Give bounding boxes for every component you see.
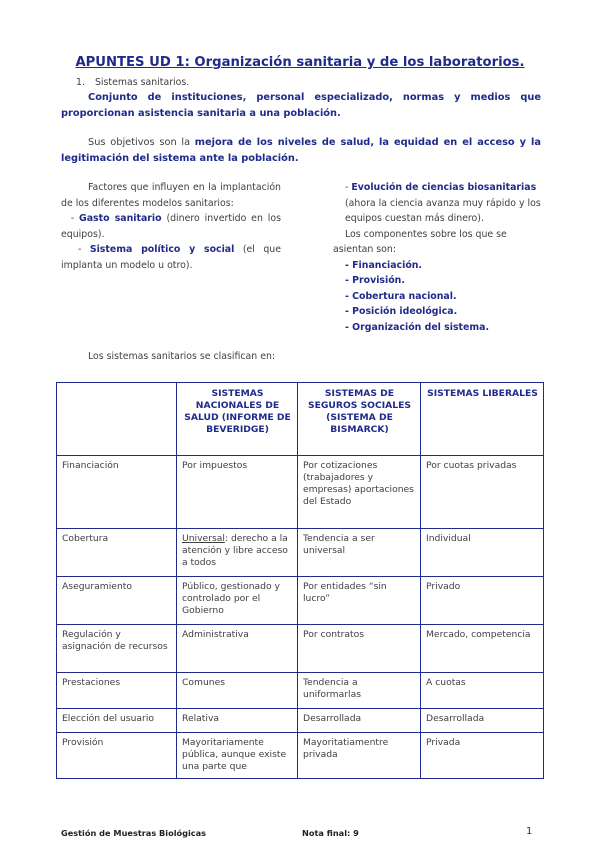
factor-bold: Gasto sanitario (79, 213, 162, 224)
footer-course: Gestión de Muestras Biológicas (61, 828, 207, 838)
table-header-cell: SISTEMAS LIBERALES (421, 383, 544, 456)
table-row (57, 733, 544, 779)
factor-item: - Gasto sanitario (dinero invertido en los equipos). (61, 213, 281, 240)
component-item: - Cobertura nacional. (345, 290, 457, 302)
components-column (333, 180, 543, 335)
table-header-cell: SISTEMAS DE SEGUROS SOCIALES (SISTEMA DE BISMARCK) (298, 383, 421, 456)
row-label: Regulación y asignación de recursos (57, 625, 177, 673)
factor-rest: (el que implanta un modelo u otro). (61, 244, 281, 271)
section-heading (76, 77, 189, 88)
objectives-paragraph (61, 135, 541, 167)
table-cell: Por cotizaciones (trabajadores y empresas) aportaciones del Estado (298, 456, 421, 529)
components-intro: Los componentes sobre los que se asientan son: (333, 228, 507, 255)
table-header-row (57, 383, 544, 456)
table-cell: Mayoritariamente pública, aunque existe una parte que (177, 733, 298, 779)
row-label: Provisión (57, 733, 177, 779)
factor-rest: (ahora la ciencia avanza muy rápido y los equipos cuestan más dinero). (345, 197, 541, 224)
components-list (333, 258, 543, 336)
table-cell: Por cuotas privadas (421, 456, 544, 529)
page-title: APUNTES UD 1: Organización sanitaria y de los laboratorios. (75, 55, 525, 70)
table-cell: Desarrollada (298, 709, 421, 733)
table-header-empty (57, 383, 177, 456)
table-cell: Comunes (177, 673, 298, 709)
row-label: Prestaciones (57, 673, 177, 709)
objectives-prefix: Sus objetivos son la (88, 137, 195, 148)
component-item: - Posición ideológica. (345, 306, 458, 317)
table-cell: Por impuestos (177, 456, 298, 529)
table-cell: Por entidades “sin lucro” (298, 577, 421, 625)
row-label: Elección del usuario (57, 709, 177, 733)
table-row (57, 577, 544, 625)
table-cell: Público, gestionado y controlado por el Gobierno (177, 577, 298, 625)
table-cell: Desarrollada (421, 709, 544, 733)
table-row (57, 456, 544, 529)
factors-column (61, 180, 281, 273)
factor-rest: (dinero invertido en los equipos). (61, 213, 281, 240)
component-item: - Organización del sistema. (345, 321, 490, 333)
row-label: Cobertura (57, 529, 177, 577)
cell-text: : derecho a la atención y libre acceso a todos (182, 533, 288, 568)
table-cell: Privada (421, 733, 544, 779)
table-cell (177, 529, 298, 577)
classify-text: Los sistemas sanitarios se clasifican en: (88, 351, 276, 362)
factor-bold: Evolución de ciencias biosanitarias (351, 182, 537, 193)
page-number: 1 (526, 826, 533, 837)
factors-intro: Factores que influyen en la implantación de los diferentes modelos sanitarios: (61, 182, 281, 209)
factor-item: - Sistema político y social (el que implanta un modelo u otro). (61, 244, 281, 271)
table-cell: Privado (421, 577, 544, 625)
systems-table (56, 382, 544, 779)
table-row (57, 673, 544, 709)
table-cell: Mercado, competencia (421, 625, 544, 673)
table-row (57, 529, 544, 577)
factor-item: - Evolución de ciencias biosanitarias (ahora la ciencia avanza muy rápido y los equipos cuestan más dinero). (345, 182, 541, 224)
table-row (57, 625, 544, 673)
component-item: - Provisión. (345, 275, 405, 286)
table-row (57, 709, 544, 733)
table-cell: Tendencia a uniformarlas (298, 673, 421, 709)
row-label: Aseguramiento (57, 577, 177, 625)
table-header-cell: SISTEMAS NACIONALES DE SALUD (INFORME DE BEVERIDGE) (177, 383, 298, 456)
table-cell: Individual (421, 529, 544, 577)
row-label: Financiación (57, 456, 177, 529)
table-cell: Tendencia a ser universal (298, 529, 421, 577)
table-cell: Administrativa (177, 625, 298, 673)
section-number: 1. (76, 77, 85, 88)
underlined-text: Universal (182, 533, 225, 544)
footer-grade: Nota final: 9 (302, 828, 359, 838)
table-cell: A cuotas (421, 673, 544, 709)
objectives-bold: mejora de los niveles de salud, la equidad en el acceso y la legitimación del sistema ante la población. (61, 137, 541, 164)
table-cell: Por contratos (298, 625, 421, 673)
table-cell: Mayoritatiamentre privada (298, 733, 421, 779)
component-item: - Financiación. (345, 259, 422, 271)
definition-paragraph: Conjunto de instituciones, personal especializado, normas y medios que proporcionan asistencia sanitaria a una población. (61, 92, 541, 119)
table-cell: Relativa (177, 709, 298, 733)
factor-bold: Sistema político y social (89, 244, 235, 255)
section-label: Sistemas sanitarios. (94, 77, 190, 88)
